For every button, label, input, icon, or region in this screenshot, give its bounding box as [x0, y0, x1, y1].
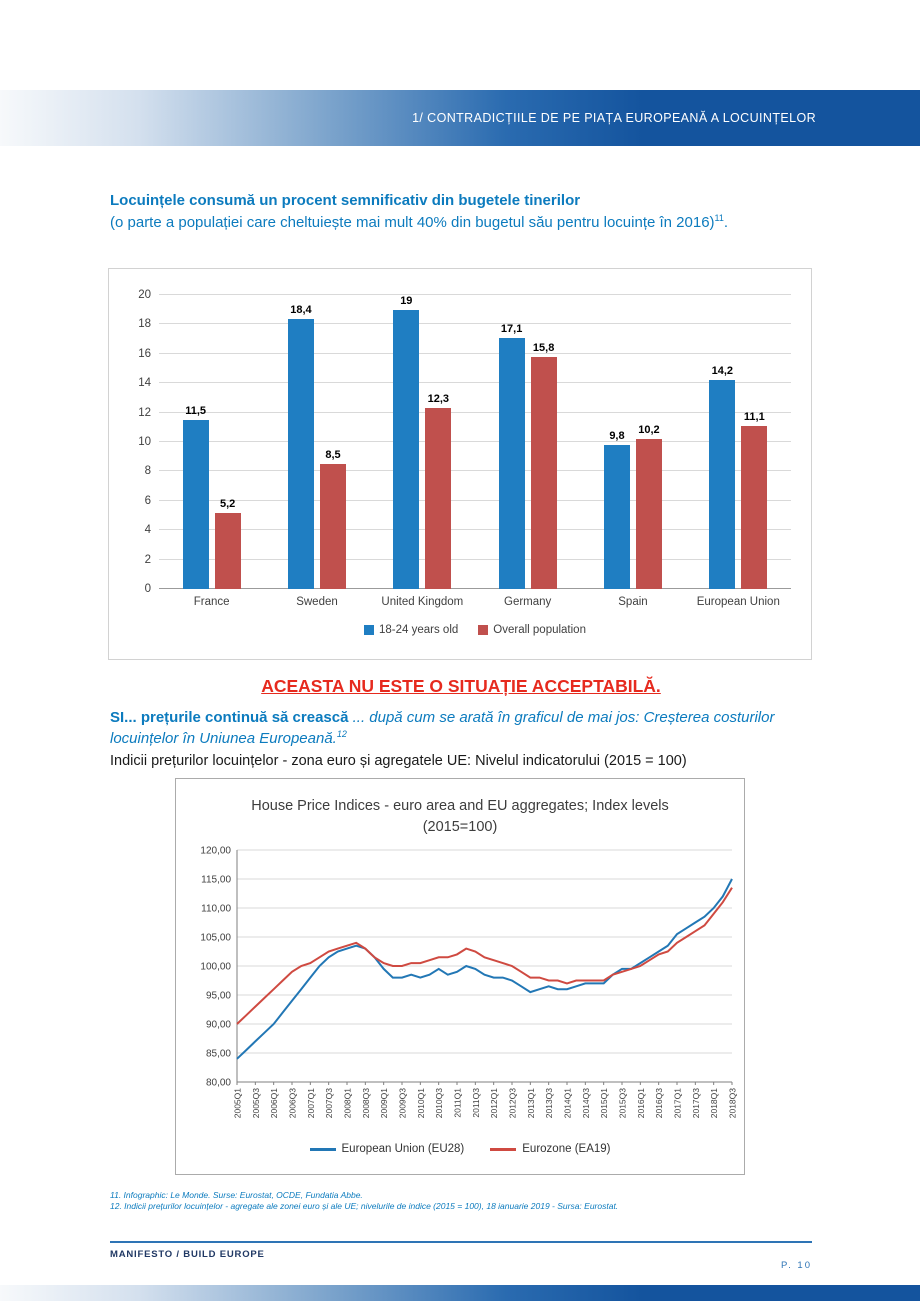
x-axis-label: 2006Q3: [287, 1088, 298, 1119]
y-axis-label: 4: [144, 524, 151, 537]
line-chart: [175, 778, 745, 1175]
category-label: Sweden: [296, 596, 338, 608]
page-number: P. 10: [781, 1260, 812, 1271]
x-axis-label: 2012Q3: [507, 1088, 518, 1119]
bar-group: [264, 295, 369, 589]
intro-section: [110, 190, 820, 234]
x-axis-label: 2008Q3: [360, 1088, 371, 1119]
bar-wrap: [393, 295, 419, 589]
x-axis-label: 2009Q3: [397, 1088, 408, 1119]
category-label: France: [193, 596, 230, 608]
legend-line-swatch: [310, 1148, 336, 1151]
y-axis-label: 95,00: [205, 990, 231, 1002]
x-axis-label: 2016Q1: [635, 1088, 646, 1119]
bar-value-label: 11,5: [185, 404, 207, 417]
y-axis-label: 115,00: [201, 874, 231, 886]
x-axis-label: 2013Q1: [525, 1088, 536, 1119]
x-axis-label: 2005Q1: [232, 1088, 243, 1119]
y-axis-label: 90,00: [205, 1019, 231, 1031]
intro-title: Locuințele consumă un procent semnificativ din bugetele tinerilor: [110, 192, 581, 209]
x-axis-label: 2015Q1: [599, 1088, 610, 1119]
bar-wrap: [288, 304, 314, 589]
legend-item: [490, 1143, 610, 1155]
y-axis-label: 120,00: [200, 845, 231, 857]
bar: [604, 445, 630, 589]
bar-group: [370, 295, 475, 589]
y-axis-label: 100,00: [200, 961, 231, 973]
bar-value-label: 8,5: [325, 449, 341, 462]
bar-value-label: 17,1: [500, 322, 523, 335]
x-axis-label: 2010Q3: [434, 1088, 445, 1119]
category-label: Spain: [618, 596, 648, 608]
x-axis-label: 2012Q1: [489, 1088, 500, 1119]
legend-label: Overall population: [493, 624, 586, 636]
x-axis-label: 2014Q3: [580, 1088, 591, 1119]
footnote-12: 12. Indicii prețurilor locuințelor - agregate ale zonei euro și ale UE; nivelurile de indice (2015 = 100), 18 ianuarie 2019 - Sursa: Eurostat.: [110, 1201, 619, 1211]
bar-value-label: 14,2: [711, 365, 733, 378]
bar-group: [580, 295, 685, 589]
legend-line-swatch: [490, 1148, 516, 1151]
bar: [393, 310, 419, 589]
y-axis-label: 80,00: [205, 1077, 231, 1089]
lead-bold: SI... prețurile continuă să crească: [110, 709, 349, 726]
x-axis-label: 2018Q3: [727, 1088, 738, 1119]
y-axis-label: 110,00: [201, 903, 231, 915]
intro-subtitle-text: (o parte a populației care cheltuiește mai mult 40% din bugetul său pentru locuințe în 2016): [110, 214, 715, 231]
bar-wrap: [604, 430, 630, 589]
x-axis-label: 2010Q1: [415, 1088, 426, 1119]
footnote-11: 11. Infographic: Le Monde. Surse: Eurostat, OCDE, Fundatia Abbe.: [110, 1190, 363, 1200]
legend-swatch: [478, 625, 488, 635]
x-axis-label: 2015Q3: [617, 1088, 628, 1119]
legend-label: European Union (EU28): [341, 1143, 465, 1155]
bar-group: [159, 295, 264, 589]
bar-chart-body: [138, 289, 791, 636]
bar: [288, 319, 314, 589]
bar-wrap: [636, 424, 662, 589]
bar-wrap: [320, 449, 346, 589]
y-axis-label: 8: [144, 465, 151, 478]
bar-value-label: 10,2: [638, 424, 660, 437]
x-axis-label: 2016Q3: [654, 1088, 665, 1119]
bar-value-label: 11,1: [743, 410, 765, 423]
category-label: Germany: [504, 596, 552, 608]
y-axis-label: 20: [138, 289, 151, 301]
bar-chart-plot-area: [138, 289, 791, 595]
y-axis-label: 105,00: [200, 932, 231, 944]
category-label: United Kingdom: [381, 596, 464, 608]
x-axis-label: 2005Q3: [250, 1088, 261, 1119]
statement-headline: ACEASTA NU ESTE O SITUAȚIE ACCEPTABILĂ.: [261, 676, 661, 696]
header-banner: [0, 90, 920, 146]
legend-label: 18-24 years old: [379, 624, 459, 636]
bar: [320, 464, 346, 589]
bar: [709, 380, 735, 589]
x-axis-label: 2009Q1: [379, 1088, 390, 1119]
bar-group: [475, 295, 580, 589]
bar-value-label: 18,4: [290, 303, 312, 316]
footer-brand: MANIFESTO / BUILD EUROPE: [110, 1249, 265, 1260]
x-axis-label: 2018Q1: [709, 1088, 720, 1119]
footnotes: [110, 1190, 618, 1212]
line-chart-legend: [176, 1143, 744, 1155]
bar-value-label: 9,8: [609, 429, 625, 442]
footnote-ref-11: 11: [714, 213, 724, 223]
bar-value-label: 19: [400, 294, 413, 307]
y-axis-label: 2: [144, 553, 151, 566]
line-chart-title: House Price Indices - euro area and EU aggregates; Index levels (2015=100): [251, 798, 669, 835]
legend-item: [364, 624, 458, 636]
bar-wrap: [215, 498, 241, 589]
x-axis-label: 2008Q1: [342, 1088, 353, 1119]
intro-subtitle: [110, 212, 820, 234]
bar-wrap: [183, 405, 209, 589]
x-axis-label: 2011Q3: [470, 1088, 481, 1118]
x-axis-label: 2017Q3: [690, 1088, 701, 1119]
bar: [499, 338, 525, 589]
footer-banner: [0, 1285, 920, 1301]
legend-swatch: [364, 625, 374, 635]
x-axis-label: 2017Q1: [672, 1088, 683, 1119]
bar: [425, 408, 451, 589]
y-axis-label: 10: [138, 436, 151, 448]
bar: [741, 426, 767, 589]
series-line-0: [237, 879, 732, 1059]
y-axis-label: 14: [138, 377, 151, 390]
line-chart-caption: Indicii prețurilor locuințelor - zona euro și agregatele UE: Nivelul indicatorului (2015 = 100): [110, 753, 687, 769]
y-axis-label: 12: [138, 406, 151, 419]
bar-wrap: [741, 411, 767, 589]
y-axis-label: 18: [138, 318, 151, 331]
bar-wrap: [531, 342, 557, 589]
bar-chart: [108, 268, 812, 660]
bar-value-label: 12,3: [427, 393, 450, 406]
y-axis-label: 85,00: [205, 1048, 231, 1060]
y-axis-label: 16: [138, 347, 151, 360]
bar-wrap: [709, 365, 735, 589]
bar-wrap: [425, 393, 451, 589]
bar-group: [686, 295, 791, 589]
bar: [636, 439, 662, 589]
lead-italic: ... după cum se arată în graficul de mai jos: Creșterea costurilor locuințelor în Uniunea Europeană.: [110, 709, 775, 747]
legend-item: [478, 624, 586, 636]
x-axis-label: 2013Q3: [544, 1088, 555, 1119]
bar-value-label: 15,8: [532, 341, 555, 354]
x-axis-label: 2014Q1: [562, 1088, 573, 1119]
legend-item: [310, 1143, 465, 1155]
category-label: European Union: [696, 596, 780, 608]
legend-label: Eurozone (EA19): [522, 1143, 611, 1155]
bar-chart-x-axis: [159, 596, 791, 608]
chapter-title: 1/ CONTRADICȚIILE DE PE PIAȚA EUROPEANĂ A LOCUINȚELOR: [412, 111, 816, 125]
lead-paragraph: [110, 707, 822, 749]
intro-subtitle-period: .: [723, 214, 729, 231]
bar: [183, 420, 209, 589]
bar-value-label: 5,2: [220, 497, 236, 510]
bar-wrap: [499, 323, 525, 589]
footer-divider: [110, 1241, 812, 1243]
x-axis-label: 2006Q1: [269, 1088, 280, 1119]
footnote-ref-12: 12: [336, 729, 347, 739]
x-axis-label: 2007Q1: [305, 1088, 316, 1119]
bar-groups: [159, 295, 791, 589]
y-axis-label: 0: [144, 583, 151, 595]
x-axis-label: 2007Q3: [324, 1088, 335, 1119]
bar-chart-legend: [159, 624, 791, 636]
bar: [531, 357, 557, 589]
line-chart-plot-area: [180, 842, 740, 1142]
y-axis-label: 6: [144, 494, 151, 507]
x-axis-label: 2011Q1: [452, 1088, 463, 1118]
bar: [215, 513, 241, 589]
